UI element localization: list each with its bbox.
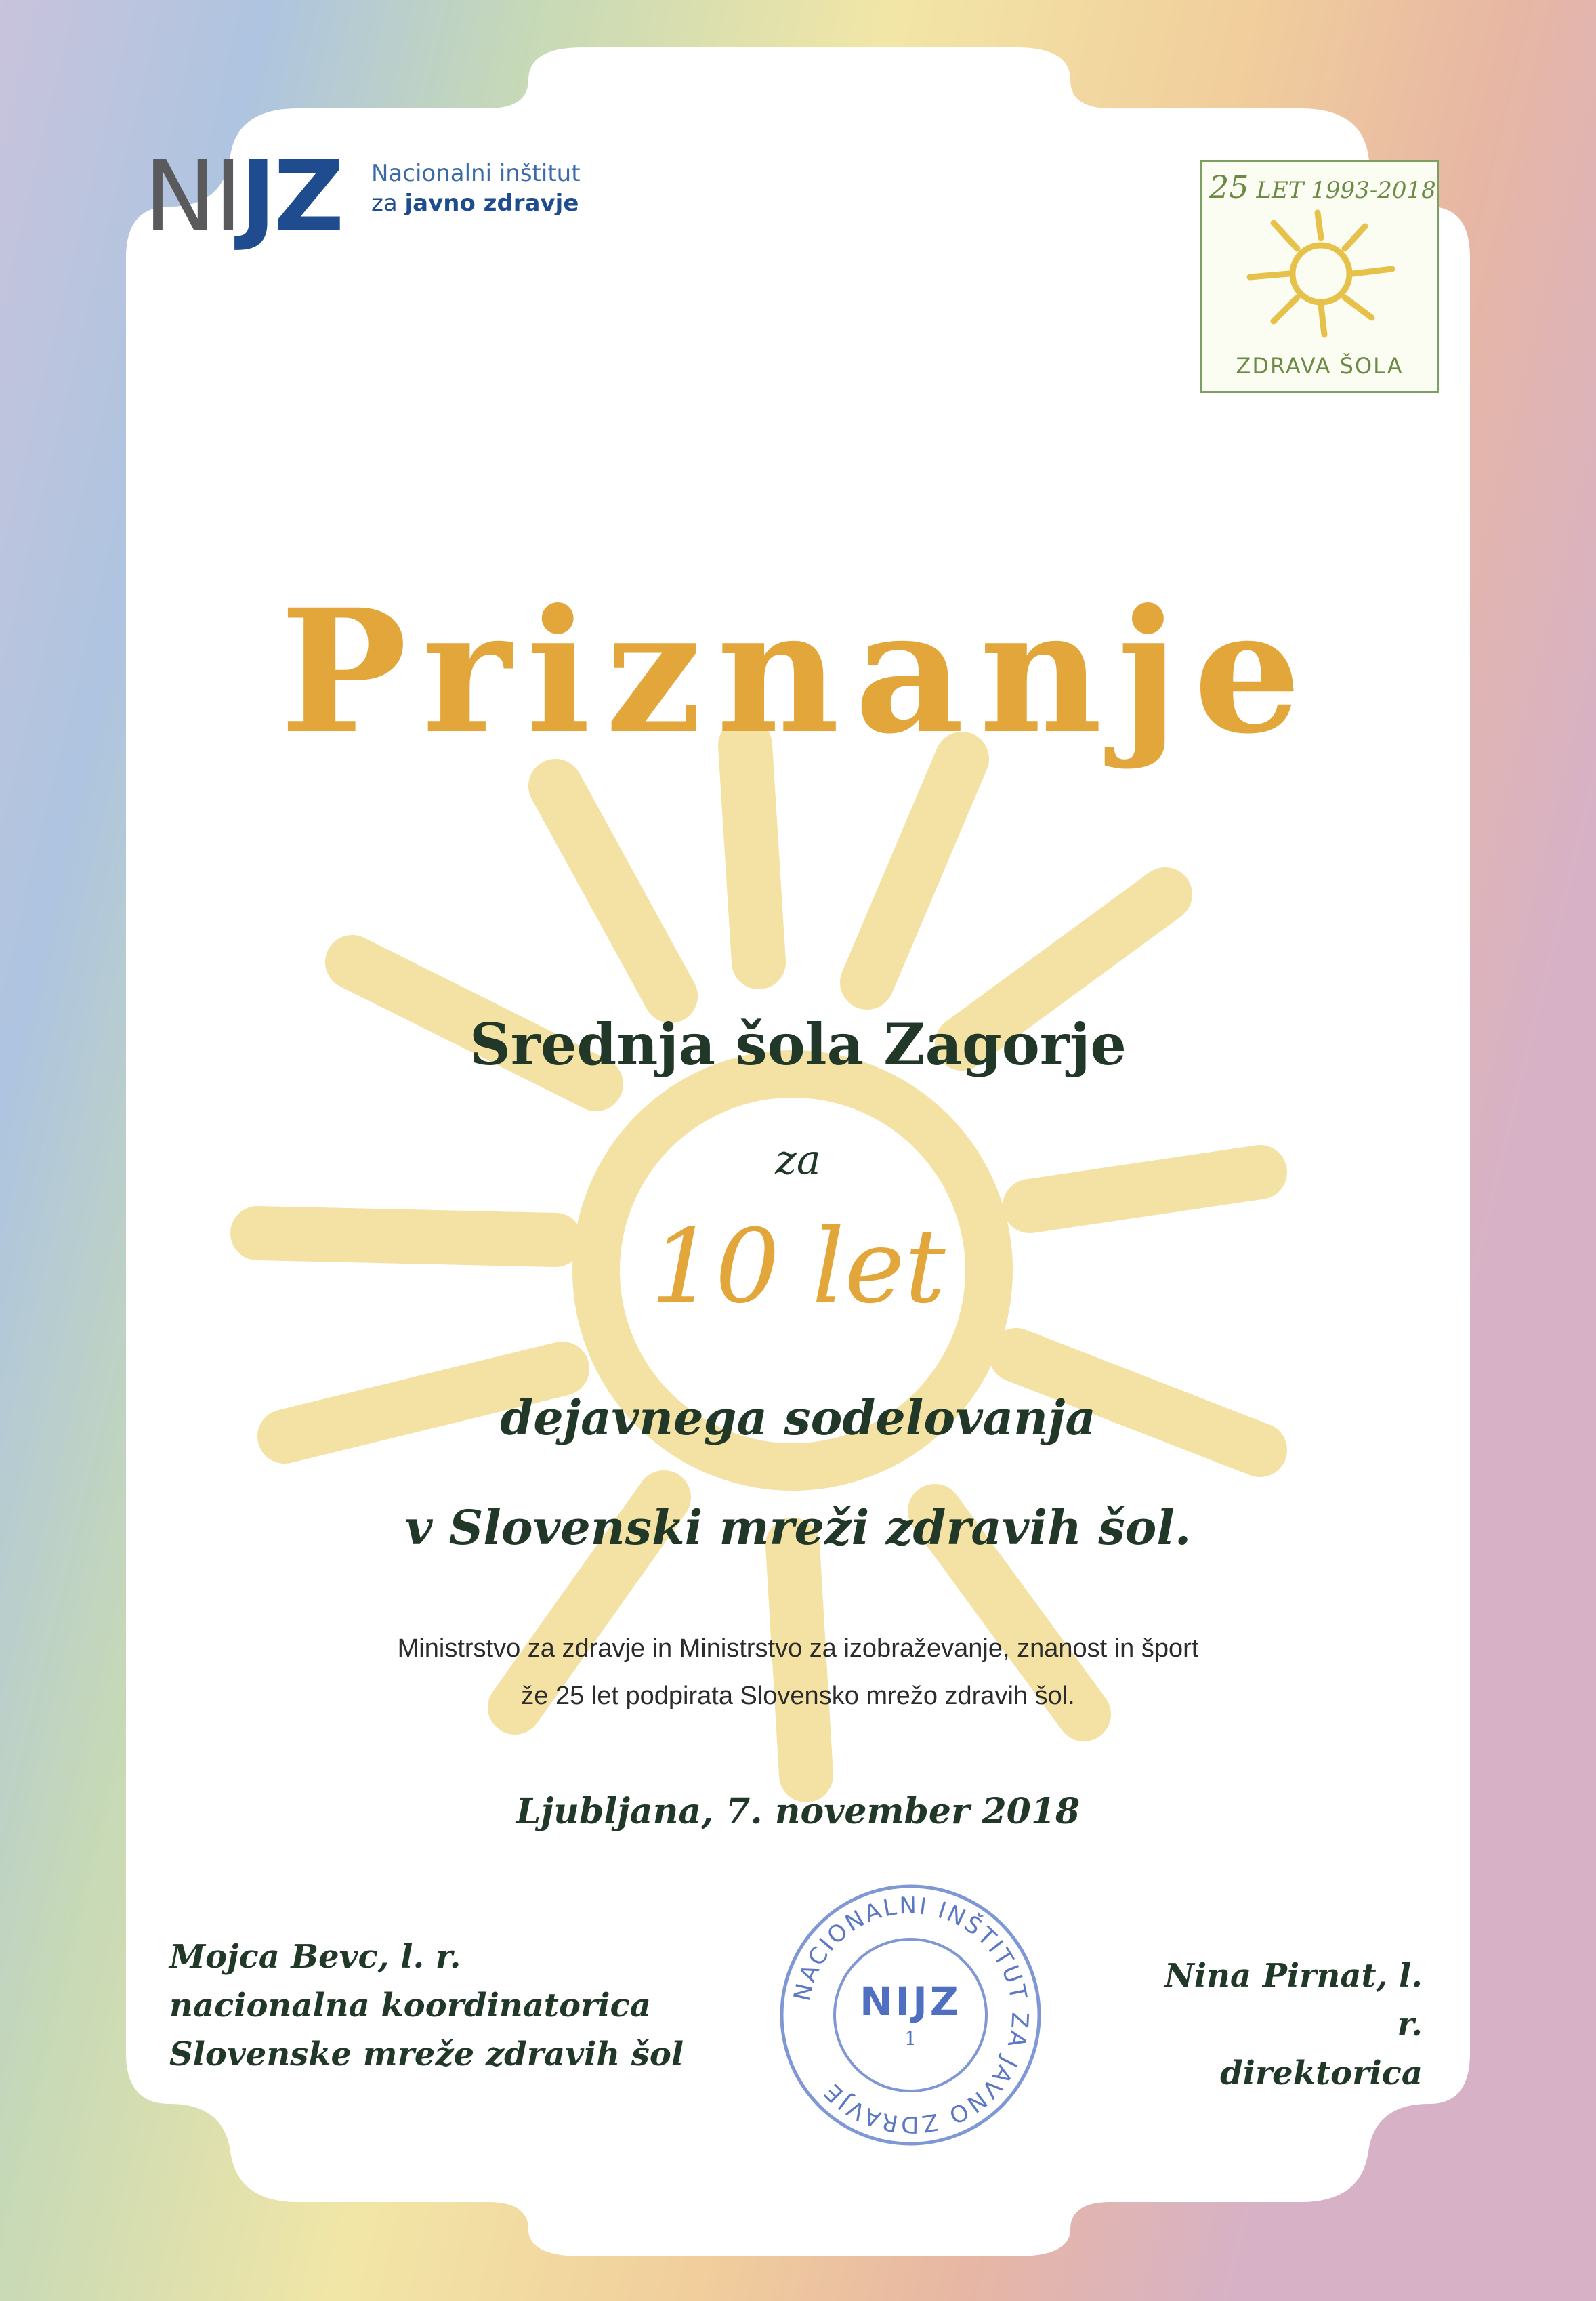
nijz-logo-mark: NIJZ (144, 140, 342, 253)
reason-line2: v Slovenski mreži zdravih šol. (404, 1499, 1192, 1556)
zdrava-sola-badge (1200, 160, 1439, 393)
support-line2: že 25 let podpirata Slovensko mrežo zdravih šol. (521, 1682, 1075, 1710)
signer-left-role2: Slovenske mreže zdravih šol (169, 2035, 684, 2073)
signature-right (1152, 1951, 1423, 2098)
support-text (0, 1625, 1596, 1720)
nijz-logo-text (371, 159, 581, 218)
years-count: 10 let (650, 1208, 946, 1326)
signer-left-name: Mojca Bevc, l. r. (169, 1938, 461, 1976)
badge-name: ZDRAVA ŠOLA (1236, 353, 1404, 379)
support-line1: Ministrstvo za zdravje in Ministrstvo za izobraževanje, znanost in šport (397, 1634, 1199, 1663)
signer-right-name: Nina Pirnat, l. r. (1164, 1957, 1423, 2044)
stamp-center-text: NIJZ (860, 1978, 961, 2025)
sun-icon (1243, 209, 1399, 338)
signer-left-role1: nacionalna koordinatorica (169, 1987, 651, 2025)
recipient-name: Srednja šola Zagorje (469, 1011, 1127, 1078)
logo-line2: za javno zdravje (371, 190, 579, 217)
signature-left (169, 1932, 684, 2079)
for-text: za (775, 1136, 821, 1184)
signer-right-role: direktorica (1220, 2054, 1423, 2092)
issue-date: Ljubljana, 7. november 2018 (516, 1791, 1080, 1832)
logo-line1: Nacionalni inštitut (371, 160, 581, 187)
stamp-number: 1 (904, 2027, 917, 2050)
reason-line1: dejavnega sodelovanja (500, 1390, 1096, 1446)
stamp-ring-text: NACIONALNI INŠTITUT ZA JAVNO ZDRAVJE (789, 1892, 1034, 2138)
certificate-title: Priznanje (280, 572, 1316, 771)
badge-top-text: 25 LET 1993-2018 (1209, 169, 1436, 205)
